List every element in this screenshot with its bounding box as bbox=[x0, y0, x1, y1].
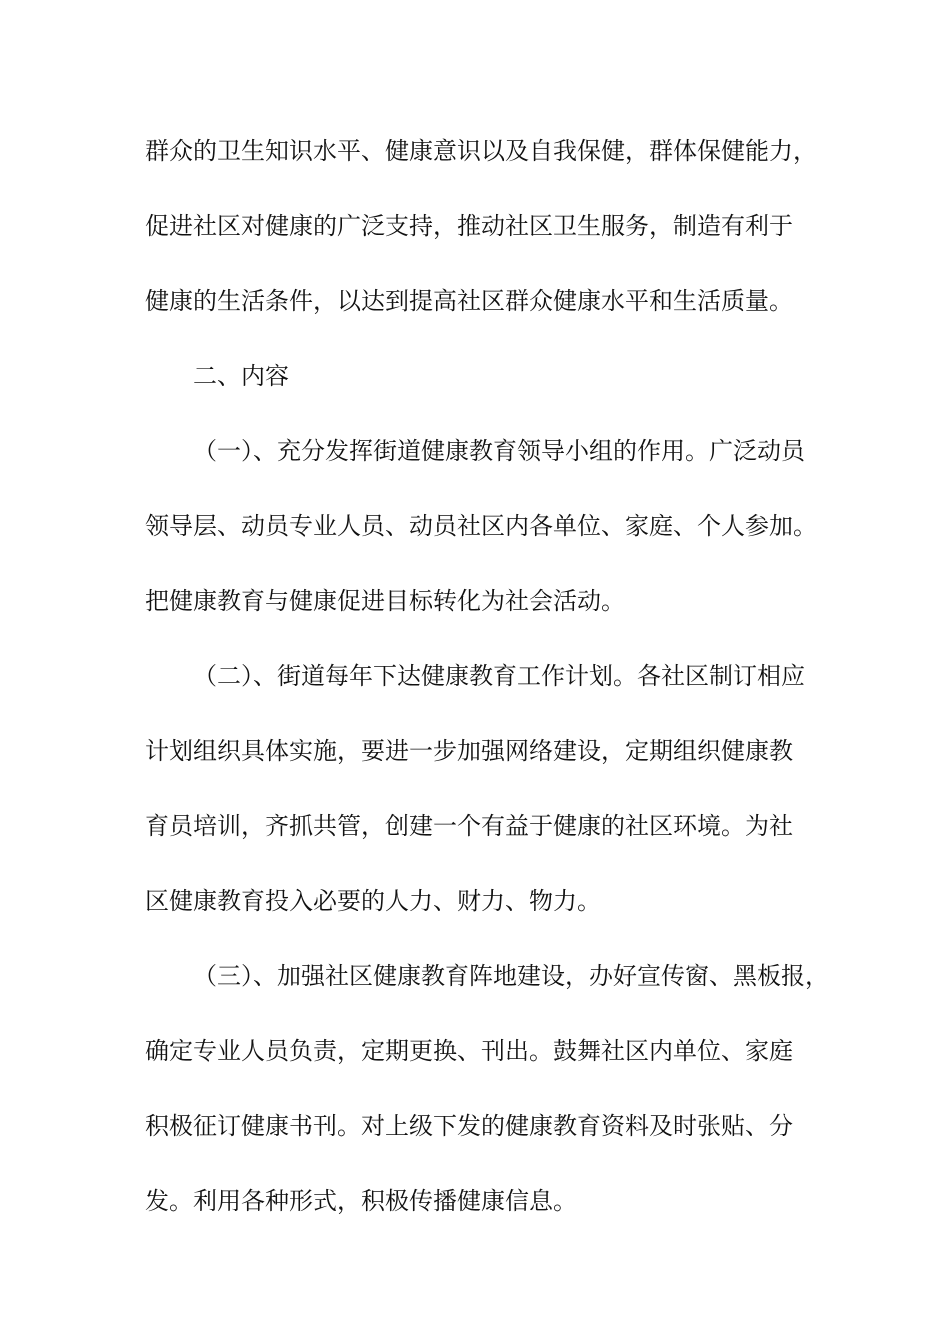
body-text-line: 促进社区对健康的广泛支持，推动社区卫生服务，制造有利于 bbox=[145, 212, 793, 240]
body-text-line: 确定专业人员负责，定期更换、刊出。鼓舞社区内单位、家庭 bbox=[145, 1037, 793, 1065]
body-text-line: 健康的生活条件，以达到提高社区群众健康水平和生活质量。 bbox=[145, 287, 793, 315]
body-text-line: 计划组织具体实施，要进一步加强网络建设，定期组织健康教 bbox=[145, 737, 793, 765]
body-text-line: （一）、充分发挥街道健康教育领导小组的作用。广泛动员 bbox=[193, 437, 805, 465]
body-text-line: （二）、街道每年下达健康教育工作计划。各社区制订相应 bbox=[193, 662, 805, 690]
body-text-line: 区健康教育投入必要的人力、财力、物力。 bbox=[145, 887, 601, 915]
body-text-line: 发。利用各种形式，积极传播健康信息。 bbox=[145, 1187, 577, 1215]
section-heading: 二、内容 bbox=[193, 362, 289, 390]
body-text-line: 积极征订健康书刊。对上级下发的健康教育资料及时张贴、分 bbox=[145, 1112, 793, 1140]
body-text-line: 把健康教育与健康促进目标转化为社会活动。 bbox=[145, 587, 625, 615]
body-text-line: （三）、加强社区健康教育阵地建设，办好宣传窗、黑板报， bbox=[193, 962, 829, 990]
body-text-line: 领导层、动员专业人员、动员社区内各单位、家庭、个人参加。 bbox=[145, 512, 817, 540]
body-text-line: 群众的卫生知识水平、健康意识以及自我保健，群体保健能力， bbox=[145, 137, 817, 165]
body-text-line: 育员培训，齐抓共管，创建一个有益于健康的社区环境。为社 bbox=[145, 812, 793, 840]
